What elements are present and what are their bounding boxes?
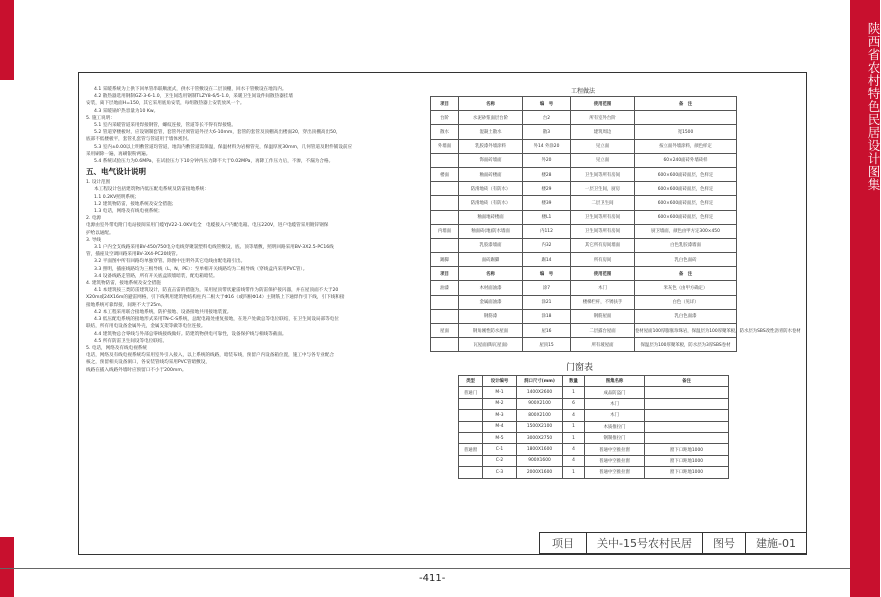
footer-rule	[0, 568, 850, 569]
table-cell: 所有房间	[571, 253, 635, 267]
title-block	[539, 532, 807, 554]
note-line: 4.3 低压配电系统的接地形式采用TN-C-S系统，总配电箱处重复接地，在进户处做总等电位联结，在卫生间设局部等电位	[94, 317, 339, 323]
table-cell: 釉面地砖楼面	[459, 210, 523, 224]
table-cell	[431, 182, 459, 196]
table-cell: 保温层为100厚聚苯板，防水层为3厚SBS卷材	[635, 338, 737, 352]
table-cell: 按立面外墙涂料，颜色样定	[635, 139, 737, 153]
table-cell: 外20	[523, 153, 571, 167]
project-label: 项目	[552, 537, 574, 550]
table-cell: 1	[563, 432, 585, 443]
table-cell: 楼39	[523, 196, 571, 210]
table-cell: 白色乳胶漆墙面	[635, 238, 737, 252]
table-cell	[431, 153, 459, 167]
table-cell: C-3	[483, 467, 517, 478]
table-cell: 涂18	[523, 309, 571, 323]
note-line: 3.1 户内全支线路采用BV-450/750电分电线穿聚氯塑料电线管敷设，底、顶等墙敷，照明回路采用BV-3X2.5-PC16线	[94, 245, 334, 251]
table-cell: 卫生间等所有房间	[571, 210, 635, 224]
table-cell: 其它所有房间墙面	[571, 238, 635, 252]
table-cell: 4	[563, 444, 585, 455]
note-line: 1. 设计范围	[86, 180, 111, 186]
note-line: 4. 建筑物防雷，接地系统及安全措施	[86, 281, 161, 287]
table-cell: 踢14	[523, 253, 571, 267]
table-cell: 1400X2600	[517, 387, 563, 398]
table-cell: 散3	[523, 125, 571, 139]
table-cell: 宽1500	[635, 125, 737, 139]
note-line: 4.5 所有防雷卫生间设等电位联结。	[94, 338, 168, 344]
table-header-row	[431, 97, 737, 111]
table-cell	[431, 238, 459, 252]
table-cell: 木质推拉门	[585, 421, 645, 432]
table-row	[431, 167, 737, 181]
table-cell: 楼梯栏杆，不锈扶手	[571, 295, 635, 309]
table-cell: 屋16	[523, 324, 571, 338]
table-cell: 楼29	[523, 182, 571, 196]
table-cell: 普通中空推拉窗	[585, 444, 645, 455]
door-window-table	[458, 375, 729, 479]
table-cell: 普通窗	[459, 444, 483, 455]
atlas-title: 陕西省农村特色民居设计图集	[866, 22, 881, 191]
table-cell: 窗下口距地1000	[645, 455, 729, 466]
table-row	[431, 111, 737, 125]
table-cell	[645, 432, 729, 443]
header-cell: 设计编号	[483, 376, 517, 387]
table-cell: 800X2100	[517, 410, 563, 421]
drawing-number: 建施-01	[756, 537, 796, 550]
note-line: 4.2 本工程采用联合接地系统，防护接地、设备接地共用接地装置。	[94, 309, 232, 315]
table-cell: 900X1600	[517, 455, 563, 466]
table-row	[459, 444, 729, 455]
table-row	[431, 210, 737, 224]
table-cell: 1800X1600	[517, 444, 563, 455]
note-line: 4.2 散热器选用钢制GZ-3-6-1.0，卫生间选用钢制TLZY8-6/5-1.0，采暖卫生间设件间散热器挂墙	[94, 94, 293, 100]
note-line: 5.1 室内采暖管道采用焊接钢管，螺纹连接，管道等长不得有焊接缝。	[94, 123, 236, 129]
header-cell: 使用范围	[571, 97, 635, 111]
note-line: 5.4 系统试验压力为0.6MPa，在试验压力下10分钟内压力降不大于0.02MPa，再降工作压力后，不渗，不漏为合格。	[94, 159, 334, 165]
project-name: 关中-15号农村民居	[597, 537, 692, 550]
table-row	[431, 267, 737, 281]
table-cell: 见立面	[571, 139, 635, 153]
table-cell: M-4	[483, 421, 517, 432]
table-cell	[431, 295, 459, 309]
table-header-row	[459, 376, 729, 387]
table-cell	[431, 309, 459, 323]
table-cell: M-5	[483, 432, 517, 443]
table-cell: 钢筋漆	[459, 309, 523, 323]
table-cell: 卷材屋面100厚膨胀珍珠岩，保温层为100厚聚苯板，防水层为SBS改性沥青防水卷材	[635, 324, 737, 338]
table-cell: 成品防盗门	[585, 387, 645, 398]
table-cell: 使用范围	[571, 267, 635, 281]
table-cell: 1	[563, 387, 585, 398]
note-line: 本工程设计包括建筑物内低压配电系统及防雷接地系统：	[94, 187, 209, 193]
table-cell	[431, 210, 459, 224]
table-cell: 钢角刚性防水屋面	[459, 324, 523, 338]
table-cell: 面砖踢脚	[459, 253, 523, 267]
page-number: -411-	[419, 573, 446, 584]
table-cell: 屋面	[431, 324, 459, 338]
door-table-caption: 门窗表	[566, 363, 594, 373]
table-cell	[645, 421, 729, 432]
note-line: 3.4 设备线路走管路，所有开关底盒嵌墙暗装，配电箱暗装。	[94, 273, 218, 279]
table-cell: 水泥砂浆面层台阶	[459, 111, 523, 125]
table-cell: 4	[563, 410, 585, 421]
table-row	[459, 410, 729, 421]
table-cell: 1	[563, 467, 585, 478]
table-row	[459, 398, 729, 409]
table-cell: 木材面油漆	[459, 281, 523, 295]
note-line: 4.4 建筑物总合零线与外部总零线接线做好。防建筑物供电可靠性，设备保护线与相线等截面。	[94, 331, 287, 337]
table-cell: 60×240面砖外墙砖样	[635, 153, 737, 167]
table-cell	[635, 111, 737, 125]
table-cell: 米灰色（由甲方确定）	[635, 281, 737, 295]
table-cell: 二层露台屋面	[571, 324, 635, 338]
table-cell: 混凝土散水	[459, 125, 523, 139]
table-cell: C-1	[483, 444, 517, 455]
note-line: 3.3 照明，插座线路均为三根导线（L，N，PE）：至单相开关线路均为二根导线（穿线盒内采用PVC管）。	[94, 266, 308, 272]
table-row	[431, 224, 737, 238]
header-cell: 编 号	[523, 97, 571, 111]
note-line: 5.3 室内±0.00以上明敷管道均管道，地沟内敷管道需保温，保温材料为岩棉管壳，保温厚度30mm，几何管道及附件铺设前应	[94, 144, 353, 150]
note-line: 5. 施工说明：	[86, 115, 115, 121]
table-row	[431, 196, 737, 210]
table-row	[459, 387, 729, 398]
table-cell	[459, 455, 483, 466]
table-cell: 台阶	[431, 111, 459, 125]
table-cell: 600×600面砖面层，色样定	[635, 182, 737, 196]
table-cell: 钢筋屋面	[571, 309, 635, 323]
table-cell: 6	[563, 398, 585, 409]
table-row	[431, 281, 737, 295]
table-cell	[459, 398, 483, 409]
table-cell: 外14 外涂20	[523, 139, 571, 153]
table-cell: 一层卫生间，厨房	[571, 182, 635, 196]
table-row	[431, 338, 737, 352]
table-cell: 木门	[585, 398, 645, 409]
table-cell: 普通中空推拉窗	[585, 467, 645, 478]
table-row	[431, 295, 737, 309]
table-cell: 备 注	[635, 267, 737, 281]
table-cell	[459, 467, 483, 478]
table-row	[431, 125, 737, 139]
table-cell: 涂21	[523, 295, 571, 309]
table-row	[459, 455, 729, 466]
table-cell: 外墙面	[431, 139, 459, 153]
table-row	[459, 467, 729, 478]
table-row	[431, 238, 737, 252]
table-cell: 项目	[431, 267, 459, 281]
drawing-label: 图号	[713, 537, 736, 550]
note-line: 护给以通配。	[86, 230, 114, 236]
table-cell: 木门	[571, 281, 635, 295]
header-cell: 图集名称	[585, 376, 645, 387]
side-title-band	[850, 0, 880, 597]
table-cell	[459, 432, 483, 443]
table-cell: 900X2100	[517, 398, 563, 409]
note-line: 5.2 管道穿楼板时，应设钢制套管，套管外径须管道外径大6-10mm，套管的套管及顶棚高出楼面20，穿出顶棚高出50，	[94, 130, 341, 136]
header-cell: 数量	[563, 376, 585, 387]
header-cell: 类型	[459, 376, 483, 387]
table-cell: C-2	[483, 455, 517, 466]
table-cell: 普通门	[459, 387, 483, 398]
note-line: 3. 导线	[86, 237, 102, 243]
note-line: 接地系统可靠焊接，间距不大于25m。	[86, 302, 166, 308]
note-line: 1.3 电话，网络及有线电视系统；	[94, 209, 163, 215]
header-cell: 洞口尺寸(mm)	[517, 376, 563, 387]
table-cell: 乳白色面漆	[635, 309, 737, 323]
red-corner-bottom	[0, 537, 14, 597]
note-line: 3.2 平面图中所有回路均单独穿管。除图中注明外其它电线由配电箱引出。	[94, 259, 246, 265]
table-cell: 油漆	[431, 281, 459, 295]
table-cell: 所有室外台阶	[571, 111, 635, 125]
table-row	[431, 324, 737, 338]
table-cell: 防滑地砖（有防水）	[459, 182, 523, 196]
table-cell: M-3	[483, 410, 517, 421]
header-cell: 项目	[431, 97, 459, 111]
table-cell: 钢制推拉门	[585, 432, 645, 443]
table-cell: 卫生间等所有房间	[571, 224, 635, 238]
table-cell	[459, 421, 483, 432]
table-cell: 见立面	[571, 153, 635, 167]
header-cell: 备注	[645, 376, 729, 387]
table-cell: 600×600面砖面层，色样定	[635, 196, 737, 210]
design-notes	[86, 86, 422, 506]
works-table-caption: 工程做法	[571, 88, 596, 95]
table-cell: 白色（见详）	[635, 295, 737, 309]
table-cell: 木门	[585, 410, 645, 421]
note-line: 电源由室外带电附门电站接阅采用门缆YJV22-1.0KV电全 电缆接入户内配电箱。电压220V，进户电缆管采用镀锌钢保	[86, 223, 329, 229]
note-line: X20m或24X16m的避雷网格，引下线利用建筑物结构柱内二根大于Φ16（或四根Φ14）主钢筋上下通焊作引下线，引下线和接	[86, 295, 345, 301]
table-cell: 乳胶漆外墙涂料	[459, 139, 523, 153]
table-cell: 普通中空推拉窗	[585, 455, 645, 466]
note-line: 4.3 采暖锅炉热容量为10 Kw。	[94, 108, 159, 114]
table-cell	[431, 196, 459, 210]
table-cell	[459, 410, 483, 421]
table-row	[459, 432, 729, 443]
table-cell: 台2	[523, 111, 571, 125]
table-row	[431, 182, 737, 196]
note-line: 线路在插入线路外墙时应预留口不小于200mm。	[86, 367, 187, 373]
note-line: 1.2 建筑物防雷，接地系统及安全措施；	[94, 201, 177, 207]
table-cell: 编 号	[523, 267, 571, 281]
table-cell: 3000X2750	[517, 432, 563, 443]
table-cell: 建筑周边	[571, 125, 635, 139]
table-cell	[645, 387, 729, 398]
note-line: 5. 电话，网络及有线电视系统	[86, 345, 147, 351]
table-cell: 所有坡屋面	[571, 338, 635, 352]
table-cell: 1500X2100	[517, 421, 563, 432]
table-cell: 楼面	[431, 167, 459, 181]
note-line: 4.1 采暖系统为上供下回单管串联顺流式，供水干管敷设在二层顶棚，回水干管敷设在地沟内。	[94, 87, 287, 92]
header-cell: 备 注	[635, 97, 737, 111]
table-cell: 散水	[431, 125, 459, 139]
section-heading: 五、电气设计说明	[86, 167, 146, 177]
table-cell: 屋顶15	[523, 338, 571, 352]
table-cell: 釉面砖(地)防水墙面	[459, 224, 523, 238]
table-row	[431, 309, 737, 323]
header-cell: 名称	[459, 97, 523, 111]
table-cell: 楼28	[523, 167, 571, 181]
note-line: 安装，离下层地面H=150，其它采用底角安装，每组散热器上安装放风一个。	[86, 101, 245, 107]
note-line: 采用刷除一遍，再刷银粉两遍。	[86, 151, 151, 157]
table-row	[431, 153, 737, 167]
table-cell: 金属面油漆	[459, 295, 523, 309]
table-cell: 内墙面	[431, 224, 459, 238]
table-cell: 厨卫墙面，颜色由甲方定300×450	[635, 224, 737, 238]
table-row	[431, 253, 737, 267]
note-line: 电话，网络及有线电视系统均采用室外引入接入，以上系统的线路，暗装布线，预留户内设备箱位置，施工中与各专业配合	[86, 353, 335, 359]
table-cell: M-1	[483, 387, 517, 398]
note-line: 4.1 本建筑按三类防雷建筑设计，防直击雷的措施为，采用屋顶带状避雷线带作为防雷保护接闪器，并在屋顶面不大于20	[94, 288, 339, 294]
note-line: 1.1 0.2KV照明系统；	[94, 194, 140, 200]
table-cell: 瓦屋面(陶瓦屋面)	[459, 338, 523, 352]
table-cell	[431, 338, 459, 352]
table-cell: 1	[563, 421, 585, 432]
note-line: 核之，预留相关设备洞口，各安装管线均采用PVC管暗敷设，	[86, 360, 210, 366]
table-cell: 楼L1	[523, 210, 571, 224]
table-cell: 600×600面砖面层，色样定	[635, 167, 737, 181]
table-cell: 二层卫生间	[571, 196, 635, 210]
table-cell: 釉面砖楼面	[459, 167, 523, 181]
red-corner-top	[0, 0, 14, 80]
table-cell: 内112	[523, 224, 571, 238]
table-row	[431, 139, 737, 153]
table-cell: 饰面砖墙面	[459, 153, 523, 167]
table-cell: 内32	[523, 238, 571, 252]
table-cell: 2000X1600	[517, 467, 563, 478]
table-cell	[645, 410, 729, 421]
table-row	[459, 421, 729, 432]
table-cell	[645, 398, 729, 409]
table-cell: 600×600面砖面层，色样定	[635, 210, 737, 224]
note-line: 管，插座及空调回路采用BV-3X4-PC20线管。	[86, 252, 181, 258]
construction-practice-table	[430, 96, 801, 352]
table-cell: M-2	[483, 398, 517, 409]
table-cell: 窗下口距地1000	[645, 444, 729, 455]
table-cell: 4	[563, 455, 585, 466]
table-cell: 名称	[459, 267, 523, 281]
table-cell: 乳胶漆墙面	[459, 238, 523, 252]
table-cell: 卫生间等所有房间	[571, 167, 635, 181]
table-cell: 踢脚	[431, 253, 459, 267]
note-line: 联结，所有用电设备金属外壳，金属支架等做等电位连接。	[86, 324, 206, 330]
table-cell: 涂7	[523, 281, 571, 295]
note-line: 底部不低楼板平，套管孔套管与管道用于墙体密封。	[86, 137, 192, 143]
table-cell: 窗下口距地1000	[645, 467, 729, 478]
table-cell: 乳白色面砖	[635, 253, 737, 267]
table-cell: 防滑地砖（有防水）	[459, 196, 523, 210]
note-line: 2. 电源	[86, 216, 102, 222]
